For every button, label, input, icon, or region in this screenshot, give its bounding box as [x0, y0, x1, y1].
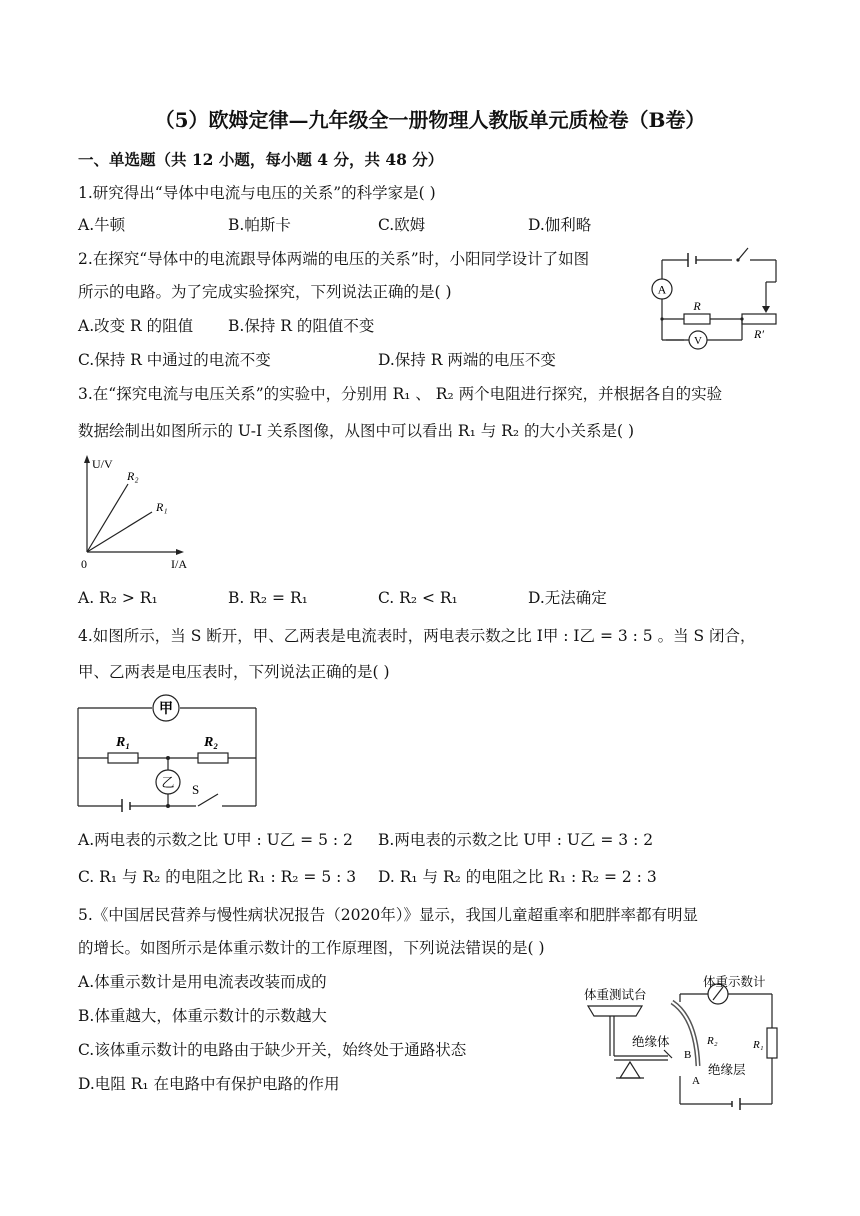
q1-option-c: C.欧姆	[378, 216, 426, 234]
switch-label: S	[192, 782, 200, 797]
platform-label: 体重测试台	[584, 988, 647, 1002]
y-axis-arrow-icon	[84, 455, 90, 463]
resistor-label: R	[693, 299, 701, 313]
insulating-layer-label: 绝缘层	[708, 1063, 746, 1077]
rheostat-label: R′	[754, 327, 764, 341]
point-a-label: A	[692, 1075, 700, 1087]
meter-yi-label: 乙	[161, 775, 175, 790]
q3-option-d: D.无法确定	[528, 589, 607, 607]
section-heading: 一、单选题（共 12 小题，每小题 4 分，共 48 分）	[78, 150, 444, 169]
q2-option-b: B.保持 R 的阻值不变	[228, 317, 375, 335]
r2-label: R₂	[707, 1035, 718, 1047]
y-axis-label: U/V	[92, 457, 113, 471]
x-axis-arrow-icon	[176, 549, 184, 555]
q5-stem-line2: 的增长。如图所示是体重示数计的工作原理图，下列说法错误的是( )	[78, 939, 545, 957]
point-b-label: B	[684, 1049, 692, 1061]
ammeter-label: A	[657, 282, 667, 297]
q5-weight-meter-diagram	[580, 966, 790, 1110]
rheostat-slider-icon	[762, 306, 770, 313]
q4-option-b: B.两电表的示数之比 U甲 : U乙 = 3 : 2	[378, 831, 654, 849]
q3-u-i-graph	[72, 452, 212, 576]
q3-option-c: C. R₂ < R₁	[378, 589, 458, 607]
r1-label: R₁	[753, 1039, 764, 1051]
meter-jia-label: 甲	[159, 702, 173, 717]
q1-option-b: B.帕斯卡	[228, 216, 291, 234]
q3-stem-line2: 数据绘制出如图所示的 U-I 关系图像，从图中可以看出 R₁ 与 R₂ 的大小关系是( )	[78, 422, 635, 440]
q2-option-c: C.保持 R 中通过的电流不变	[78, 351, 271, 369]
q2-stem-line2: 所示的电路。为了完成实验探究，下列说法正确的是( )	[78, 283, 452, 301]
q4-circuit-diagram	[72, 694, 272, 812]
q2-circuit-diagram	[640, 246, 790, 354]
page-title: （5）欧姆定律—九年级全一册物理人教版单元质检卷（B卷）	[154, 108, 706, 132]
meter-label: 体重示数计	[703, 975, 766, 989]
r2-line	[87, 484, 128, 552]
q3-stem-line1: 3.在“探究电流与电压关系”的实验中，分别用 R₁ 、 R₂ 两个电阻进行探究，并根据各自的实验	[78, 385, 723, 403]
r2-label: R₂	[127, 469, 139, 483]
q1-option-d: D.伽利略	[528, 216, 592, 234]
q4-option-d: D. R₁ 与 R₂ 的电阻之比 R₁ : R₂ = 2 : 3	[378, 868, 657, 886]
origin-label: 0	[81, 557, 87, 571]
q4-stem-line2: 甲、乙两表是电压表时，下列说法正确的是( )	[78, 663, 390, 681]
q5-option-b: B.体重越大，体重示数计的示数越大	[78, 1007, 327, 1025]
q3-option-b: B. R₂ = R₁	[228, 589, 308, 607]
q5-option-d: D.电阻 R₁ 在电路中有保护电路的作用	[78, 1075, 340, 1093]
r1-line	[87, 512, 152, 552]
r2-label: R₂	[204, 735, 219, 750]
q2-option-a: A.改变 R 的阻值	[78, 317, 194, 335]
q2-option-d: D.保持 R 两端的电压不变	[378, 351, 556, 369]
q5-option-a: A.体重示数计是用电流表改装而成的	[78, 973, 327, 991]
q5-stem-line1: 5.《中国居民营养与慢性病状况报告（2020年）》显示，我国儿童超重率和肥胖率都有明显	[78, 906, 698, 924]
voltmeter-label: V	[694, 335, 702, 347]
r1-label: R₁	[156, 500, 168, 514]
q4-stem-line1: 4.如图所示，当 S 断开，甲、乙两表是电流表时，两电表示数之比 I甲 : I乙 = 3 : 5 。当 S 闭合，	[78, 627, 756, 645]
q3-option-a: A. R₂ > R₁	[78, 589, 158, 607]
x-axis-label: I/A	[171, 557, 187, 571]
r1-label: R₁	[116, 735, 131, 750]
q5-option-c: C.该体重示数计的电路由于缺少开关，始终处于通路状态	[78, 1041, 467, 1059]
q2-stem-line1: 2.在探究“导体中的电流跟导体两端的电压的关系”时，小阳同学设计了如图	[78, 250, 590, 268]
q1-option-a: A.牛顿	[78, 216, 126, 234]
q4-option-a: A.两电表的示数之比 U甲 : U乙 = 5 : 2	[78, 831, 353, 849]
insulator-label: 绝缘体	[632, 1035, 670, 1049]
q4-option-c: C. R₁ 与 R₂ 的电阻之比 R₁ : R₂ = 5 : 3	[78, 868, 357, 886]
q1-stem: 1.研究得出“导体中电流与电压的关系”的科学家是( )	[78, 184, 436, 202]
